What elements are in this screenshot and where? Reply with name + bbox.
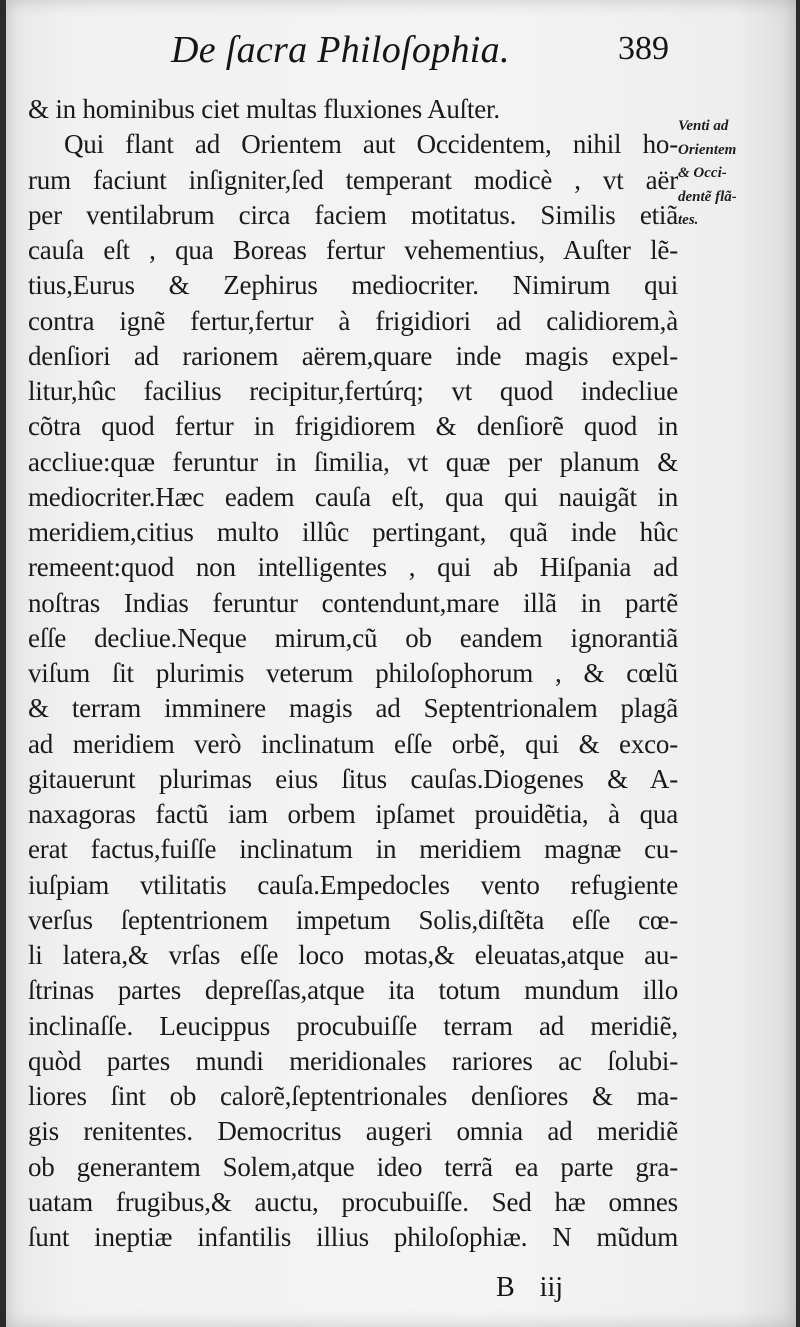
text-line: rum faciunt inſigniter,ſed temperant modicè , vt aër xyxy=(28,164,678,195)
text-line: quòd partes mundi meridionales rariores ac ſolubi- xyxy=(28,1045,678,1076)
text-line: ſunt ineptiæ infantilis illius philoſophiæ. N mũdum xyxy=(28,1222,678,1252)
text-line: ob generantem Solem,atque ideo terrã ea parte gra- xyxy=(28,1151,678,1182)
text-line: Qui flant ad Orientem aut Occidentem, nihil ho- xyxy=(64,129,678,160)
text-line: cauſa eſt , qua Boreas fertur vehementius, Auſter lẽ- xyxy=(28,235,678,265)
text-line: mediocriter.Hæc eadem cauſa eſt, qua qui nauigãt in xyxy=(28,481,678,512)
text-line: verſus ſeptentrionem impetum Solis,diſtẽta eſſe cœ- xyxy=(28,904,678,935)
running-title: De ſacra Philoſophia. xyxy=(171,29,510,71)
text-line: contra ignẽ fertur,fertur à frigidiori ad calidiorem,à xyxy=(28,305,678,336)
margin-note-line: tes. xyxy=(678,212,699,228)
text-line: liores ſint ob calorẽ,ſeptentrionales denſiores & ma- xyxy=(28,1081,678,1111)
text-line: erat factus,fuiſſe inclinatum in meridiem magnæ cu- xyxy=(28,834,678,865)
signature-mark: B iij xyxy=(496,1272,564,1303)
text-line: & in hominibus ciet multas fluxiones Auſter. xyxy=(28,94,500,124)
text-line: gis renitentes. Democritus augeri omnia ad meridiẽ xyxy=(28,1116,678,1147)
text-line: iuſpiam vtilitatis cauſa.Empedocles vento refugiente xyxy=(28,869,678,900)
text-line: ad meridiem verò inclinatum eſſe orbẽ, qui & exco- xyxy=(28,728,678,759)
text-line: per ventilabrum circa faciem motitatus. Similis etiã xyxy=(28,199,678,230)
margin-note-line: Venti ad xyxy=(678,118,729,134)
margin-note-line: & Occi- xyxy=(678,165,727,181)
text-line: li latera,& vrſas eſſe loco motas,& eleuatas,atque au- xyxy=(28,940,678,970)
text-line: gitauerunt plurimas eius ſitus cauſas.Diogenes & A- xyxy=(28,763,678,794)
body-text xyxy=(28,92,678,1255)
text-line: accliue:quæ feruntur in ſimilia, vt quæ per planum & xyxy=(28,446,678,477)
text-line: ſtrinas partes depreſſas,atque ita totum mundum illo xyxy=(28,975,678,1006)
text-line: noſtras Indias feruntur contendunt,mare illã in partẽ xyxy=(28,587,678,618)
text-line: remeent:quod non intelligentes , qui ab Hiſpania ad xyxy=(28,552,678,583)
text-line: denſiori ad rarionem aërem,quare inde magis expel- xyxy=(28,340,678,371)
page-number: 389 xyxy=(618,30,669,67)
text-line: & terram imminere magis ad Septentrionalem plagã xyxy=(28,693,678,724)
text-line: uatam frugibus,& auctu, procubuiſſe. Sed hæ omnes xyxy=(28,1186,678,1217)
text-line: inclinaſſe. Leucippus procubuiſſe terram ad meridiẽ, xyxy=(28,1010,678,1041)
text-line: viſum ſit plurimis veterum philoſophorum , & cœlũ xyxy=(28,658,678,688)
margin-note xyxy=(678,115,798,233)
text-line: naxagoras factũ iam orbem ipſamet prouidẽtia, à qua xyxy=(28,799,678,829)
book-page xyxy=(6,0,796,1327)
text-line: litur,hûc facilius recipitur,fertúrq; vt quod indecliue xyxy=(28,376,678,406)
text-line: eſſe decliue.Neque mirum,cũ ob eandem ignorantiã xyxy=(28,622,678,653)
margin-note-line: Orientem xyxy=(678,141,737,158)
text-line: meridiem,citius multo illûc pertingant, quã inde hûc xyxy=(28,517,678,547)
text-line: tius,Eurus & Zephirus mediocriter. Nimirum qui xyxy=(28,270,678,301)
text-line: cõtra quod fertur in frigidiorem & denſiorẽ quod in xyxy=(28,411,678,442)
margin-note-line: dentẽ flã- xyxy=(678,188,737,205)
